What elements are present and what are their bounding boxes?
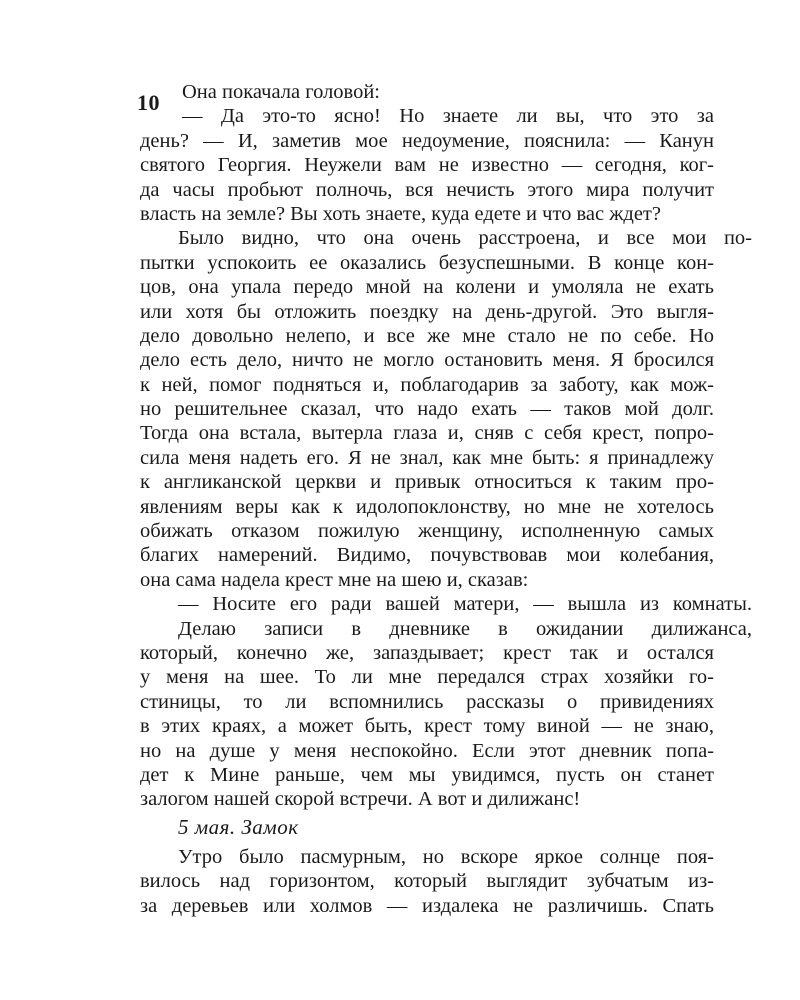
- text-line: да часы пробьют полночь, вся нечисть этого мира получит: [140, 178, 714, 201]
- text-line: Делаю записи в дневнике в ожидании дилижанса,: [178, 617, 752, 640]
- page-number: 10: [137, 90, 160, 115]
- text-line: залогом нашей скорой встречи. А вот и дилижанс!: [140, 788, 581, 811]
- text-line: за деревьев или холмов — издалека не различишь. Спать: [140, 894, 714, 917]
- text-line: стиницы, то ли вспомнились рассказы о привидениях: [140, 690, 714, 713]
- text-line: Она покачала головой:: [182, 81, 381, 103]
- text-line: Тогда она встала, вытерла глаза и, сняв с себя крест, попро-: [140, 422, 714, 445]
- text-line: власть на земле? Вы хоть знаете, куда едете и что вас ждет?: [140, 202, 661, 225]
- text-line: вилось над горизонтом, который выглядит зубчатым из-: [140, 870, 714, 893]
- text-line: который, конечно же, запаздывает; крест так и остался: [140, 641, 714, 664]
- text-line: — Носите его ради вашей матери, — вышла из комнаты.: [178, 593, 752, 616]
- text-line: дело довольно нелепо, и все же мне стало не по себе. Но: [140, 324, 714, 347]
- section-text: [140, 845, 714, 918]
- section-heading: 5 мая. Замок: [178, 815, 299, 839]
- text-line: святого Георгия. Неужели вам не известно — сегодня, ког-: [140, 154, 714, 177]
- text-line: Утро было пасмурным, но вскоре яркое солнце поя-: [178, 846, 714, 868]
- text-line: день? — И, заметив мое недоумение, пояснила: — Канун: [140, 129, 714, 152]
- text-line: цов, она упала передо мной на колени и умоляла не ехать: [140, 276, 714, 299]
- text-line: дело есть дело, ничто не могло остановить меня. Я бросился: [140, 349, 714, 372]
- text-line: она сама надела крест мне на шею и, сказав:: [140, 568, 529, 591]
- text-line: к англиканской церкви и привык относиться к таким про-: [140, 471, 714, 494]
- text-line: обижать отказом пожилую женщину, исполненную самых: [140, 520, 714, 543]
- text-line: — Да это-то ясно! Но знаете ли вы, что это за: [182, 105, 714, 128]
- text-line: или хотя бы отложить поездку на день-другой. Это выгля-: [140, 300, 714, 323]
- text-line: сила меня надеть его. Я не знал, как мне быть: я принадлежу: [140, 446, 714, 469]
- text-line: но на душе у меня неспокойно. Если этот дневник попа-: [140, 739, 714, 762]
- text-line: пытки успокоить ее оказались безуспешными. В конце кон-: [140, 251, 714, 274]
- text-line: к ней, помог подняться и, поблагодарив за заботу, как мож-: [140, 373, 714, 396]
- text-line: благих намерений. Видимо, почувствовав мои колебания,: [140, 544, 714, 567]
- text-line: явлениям веры как к идолопоклонству, но мне не хотелось: [140, 495, 714, 518]
- text-line: у меня на шее. То ли мне передался страх хозяйки го-: [140, 666, 714, 689]
- text-line: но решительнее сказал, что надо ехать — таков мой долг.: [140, 398, 714, 421]
- text-line: в этих краях, а может быть, крест тому виной — не знаю,: [140, 715, 714, 738]
- text-line: дет к Мине раньше, чем мы увидимся, пусть он станет: [140, 763, 714, 786]
- text-line: Было видно, что она очень расстроена, и все мои по-: [178, 227, 752, 250]
